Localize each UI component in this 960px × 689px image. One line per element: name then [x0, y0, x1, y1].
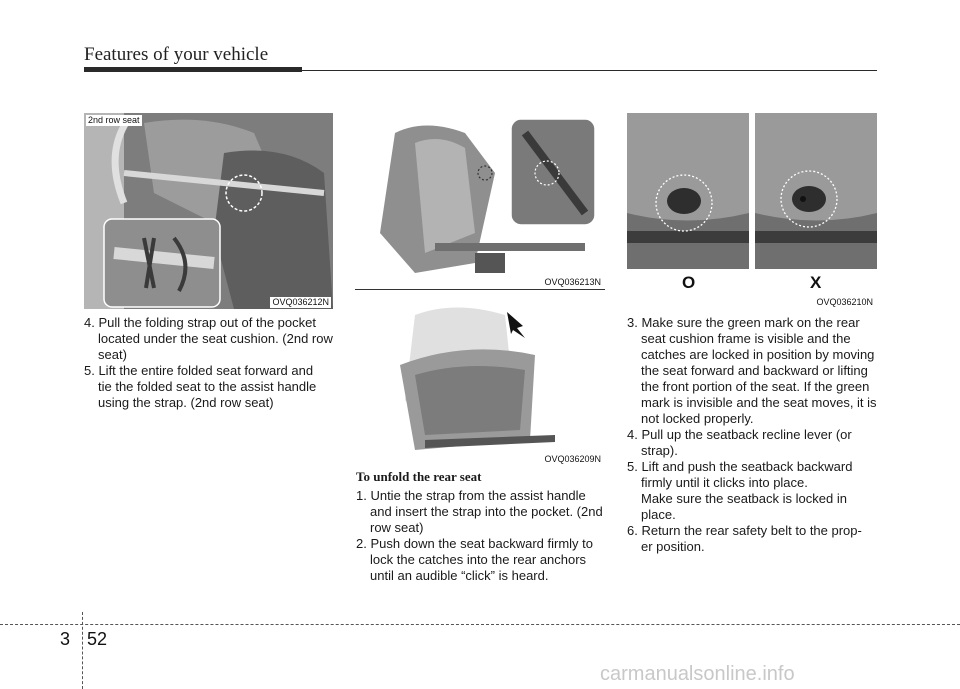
- list-item: 2. Push down the seat backward firmly to lock the catches into the rear anchors until an audible “click” is heard.: [356, 536, 594, 583]
- figure-strap-pocket: [84, 113, 333, 309]
- correct-mark: O: [682, 273, 696, 292]
- page-header-title: Features of your vehicle: [84, 44, 269, 65]
- figure-code: OVQ036213N: [544, 277, 601, 287]
- figure-folded-seat: [355, 113, 605, 289]
- incorrect-mark: X: [810, 273, 822, 292]
- chapter-number: 3: [60, 629, 71, 649]
- list-item: 4. Pull up the seatback recline lever (or strap).: [627, 427, 852, 458]
- footer-divider: [82, 612, 83, 689]
- folded-seat-illustration: [355, 113, 605, 289]
- header-rule: [302, 70, 877, 71]
- unfold-seat-illustration: [355, 290, 605, 466]
- list-item: 5. Lift the entire folded seat forward and tie the folded seat to the assist handle using the strap. (2nd row seat): [84, 363, 317, 410]
- figure-tag: 2nd row seat: [88, 115, 140, 125]
- section-heading: To unfold the rear seat: [356, 469, 482, 484]
- list-item: 3. Make sure the green mark on the rear seat cushion frame is visible and the catches are locked in position by moving the seat forward and backward or lifting the front portion of the seat. If the green mark is invisible and the seat moves, it is not locked properly.: [627, 315, 877, 426]
- seat-strap-illustration: [84, 113, 333, 309]
- figure-code: OVQ036210N: [816, 297, 873, 307]
- list-item: 1. Untie the strap from the assist handle and insert the strap into the pocket. (2nd row seat): [356, 488, 603, 535]
- column-3-text: [627, 315, 879, 555]
- list-item: 6. Return the rear safety belt to the prop- er position.: [627, 523, 862, 554]
- column-1-text: [84, 315, 334, 411]
- figure-unfold-seat: [355, 290, 605, 466]
- page-number: 52: [87, 629, 108, 649]
- watermark-text: carmanualsonline.info: [600, 663, 795, 685]
- green-mark-illustration: [627, 113, 877, 309]
- column-2-text: [356, 469, 606, 584]
- list-item: 5. Lift and push the seatback backward firmly until it clicks into place.: [627, 459, 853, 490]
- figure-code: OVQ036212N: [272, 297, 329, 307]
- list-item: 4. Pull the folding strap out of the pocket located under the seat cushion. (2nd row seat): [84, 315, 333, 362]
- header-accent-bar: [84, 67, 302, 72]
- figure-code: OVQ036209N: [544, 454, 601, 464]
- footer-rule: [0, 624, 960, 625]
- note-text: Make sure the seatback is locked in place.: [641, 491, 847, 522]
- figure-green-mark: [627, 113, 877, 309]
